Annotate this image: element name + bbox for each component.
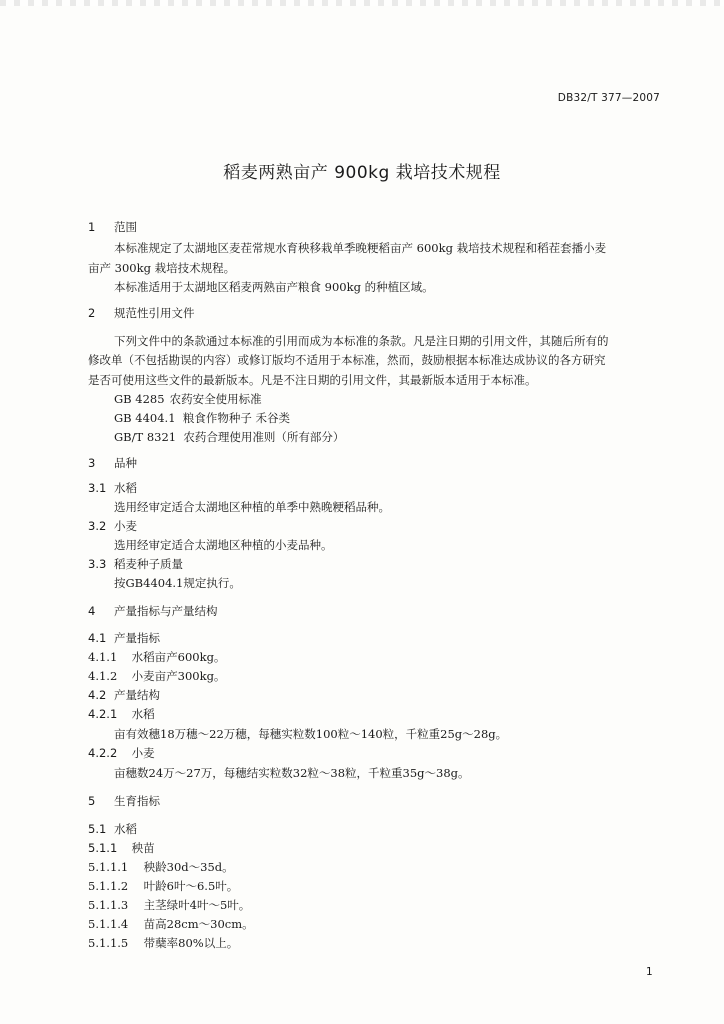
clause-text: 带蘖率80%以上。 [143, 936, 239, 950]
paragraph-line: 亩有效穗18万穗～22万穗，每穗实粒数100粒～140粒，千粒重25g～28g。 [114, 727, 508, 741]
clause-text: 秧龄30d～35d。 [143, 860, 234, 874]
page-number: 1 [646, 966, 653, 978]
paragraph-line: 本标准适用于太湖地区稻麦两熟亩产粮食 900kg 的种植区域。 [114, 280, 434, 294]
clause-label: 水稻 [131, 707, 155, 721]
reference-item [114, 411, 290, 425]
paragraph-line: 亩穗数24万～27万，每穗结实粒数32粒～38粒，千粒重35g～38g。 [114, 766, 470, 780]
clause-number: 5.1.1.2 [88, 879, 129, 893]
section-label: 生育指标 [114, 794, 160, 808]
reference-code: GB 4285 [114, 392, 165, 406]
clause-number: 5.1.1.4 [88, 917, 129, 931]
clause-line [88, 860, 234, 874]
clause-label: 秧苗 [131, 841, 155, 855]
clause-heading [88, 707, 155, 721]
clause-text: 水稻亩产600kg。 [131, 650, 226, 664]
section-label: 水稻 [114, 481, 137, 495]
section-5-heading [88, 794, 160, 808]
section-1-heading [88, 220, 137, 234]
clause-heading [88, 841, 155, 855]
subsection-heading [88, 557, 183, 571]
clause-line [88, 650, 225, 664]
clause-heading [88, 746, 155, 760]
section-label: 稻麦种子质量 [114, 557, 183, 571]
clause-number: 4.1.2 [88, 669, 118, 683]
section-label: 产量指标与产量结构 [114, 604, 218, 618]
clause-label: 小麦 [131, 746, 155, 760]
reference-item [114, 392, 262, 406]
section-number: 4 [88, 604, 96, 618]
paragraph-line: 亩产 300kg 栽培技术规程。 [88, 261, 236, 275]
scan-artifact [0, 0, 724, 6]
reference-item [114, 430, 344, 444]
reference-name: 粮食作物种子 禾谷类 [182, 411, 291, 425]
section-number: 4.2 [88, 688, 107, 702]
section-number: 2 [88, 306, 96, 320]
section-number: 3.1 [88, 481, 107, 495]
clause-number: 5.1.1.5 [88, 936, 129, 950]
section-number: 1 [88, 220, 96, 234]
clause-text: 苗高28cm～30cm。 [143, 917, 254, 931]
section-number: 3.2 [88, 519, 107, 533]
reference-name: 农药安全使用标准 [169, 392, 262, 406]
clause-number: 5.1.1 [88, 841, 118, 855]
clause-number: 4.1.1 [88, 650, 118, 664]
paragraph-line: 选用经审定适合太湖地区种植的小麦品种。 [114, 538, 333, 552]
paragraph-line: 修改单（不包括勘误的内容）或修订版均不适用于本标准，然而，鼓励根据本标准达成协议的各方研究 [88, 353, 606, 367]
clause-number: 5.1.1.1 [88, 860, 129, 874]
clause-number: 4.2.2 [88, 746, 118, 760]
clause-text: 小麦亩产300kg。 [131, 669, 226, 683]
section-3-heading [88, 456, 137, 470]
paragraph-line: 是否可使用这些文件的最新版本。凡是不注日期的引用文件，其最新版本适用于本标准。 [88, 373, 537, 387]
section-label: 范围 [114, 220, 137, 234]
clause-line [88, 898, 250, 912]
document-title: 稻麦两熟亩产 900kg 栽培技术规程 [223, 163, 501, 183]
section-label: 产量结构 [114, 688, 160, 702]
clause-line [88, 936, 238, 950]
section-label: 品种 [114, 456, 137, 470]
clause-line [88, 917, 254, 931]
clause-text: 主茎绿叶4叶～5叶。 [143, 898, 251, 912]
clause-text: 叶龄6叶～6.5叶。 [143, 879, 239, 893]
standard-code: DB32/T 377—2007 [557, 92, 660, 104]
clause-number: 4.2.1 [88, 707, 118, 721]
reference-name: 农药合理使用准则（所有部分） [183, 430, 345, 444]
reference-code: GB 4404.1 [114, 411, 176, 425]
reference-code: GB/T 8321 [114, 430, 177, 444]
subsection-heading [88, 481, 137, 495]
subsection-heading [88, 688, 160, 702]
clause-line [88, 879, 238, 893]
section-2-heading [88, 306, 195, 320]
section-label: 规范性引用文件 [114, 306, 195, 320]
section-number: 5 [88, 794, 96, 808]
section-number: 3.3 [88, 557, 107, 571]
clause-number: 5.1.1.3 [88, 898, 129, 912]
section-label: 小麦 [114, 519, 137, 533]
subsection-heading [88, 822, 137, 836]
section-number: 4.1 [88, 631, 107, 645]
paragraph-line: 本标准规定了太湖地区麦茬常规水育秧移栽单季晚粳稻亩产 600kg 栽培技术规程和稻茬套播小麦 [114, 241, 607, 255]
section-label: 产量指标 [114, 631, 160, 645]
section-number: 5.1 [88, 822, 107, 836]
clause-line [88, 669, 225, 683]
paragraph-line: 选用经审定适合太湖地区种植的单季中熟晚粳稻品种。 [114, 500, 390, 514]
paragraph-line: 下列文件中的条款通过本标准的引用而成为本标准的条款。凡是注日期的引用文件，其随后所有的 [114, 334, 609, 348]
paragraph-line: 按GB4404.1规定执行。 [114, 576, 241, 590]
section-number: 3 [88, 456, 96, 470]
subsection-heading [88, 631, 160, 645]
section-4-heading [88, 604, 218, 618]
subsection-heading [88, 519, 137, 533]
section-label: 水稻 [114, 822, 137, 836]
